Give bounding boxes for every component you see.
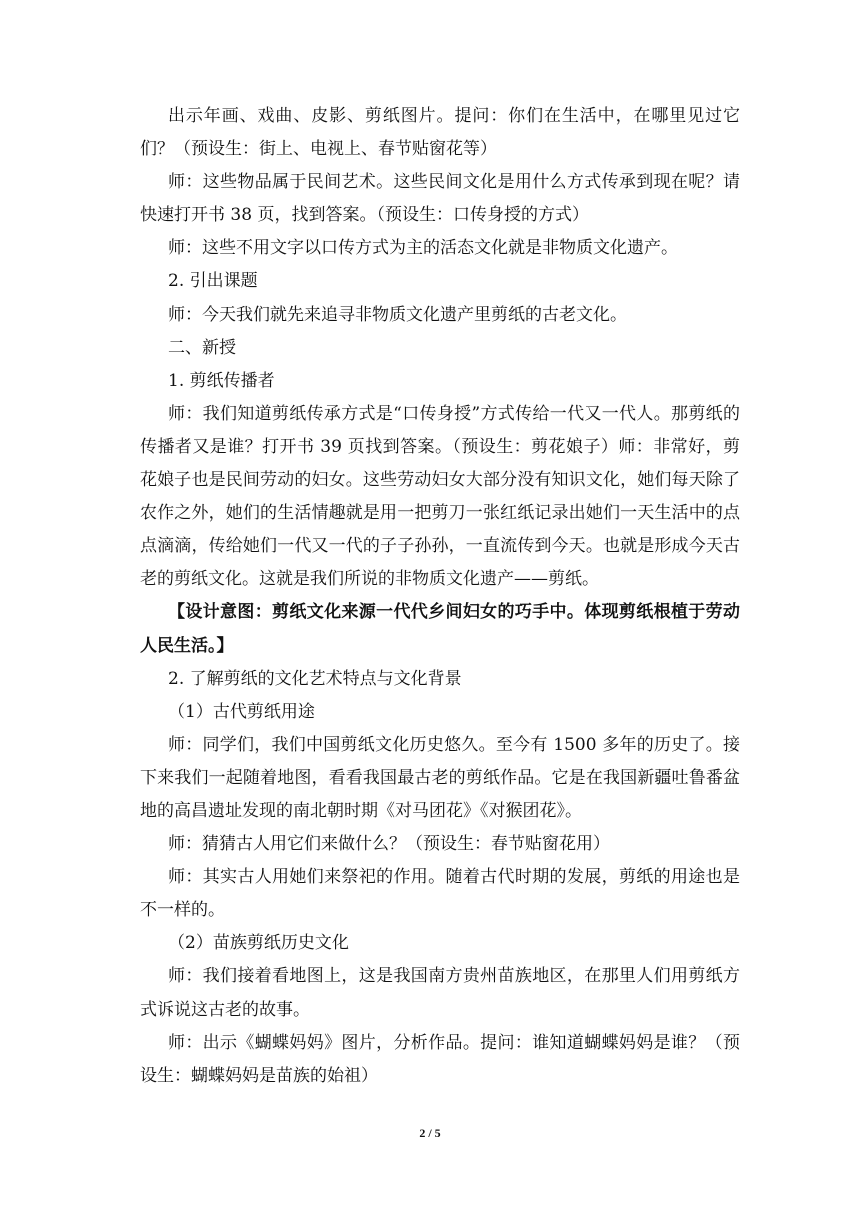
heading-new-lesson: 二、新授 [168,337,236,358]
heading-miao-papercut: （2）苗族剪纸历史文化 [168,933,349,954]
paragraph-butterfly-mother: 师：出示《蝴蝶妈妈》图片，分析作品。提问：谁知道蝴蝶妈妈是谁？（预设生：蝴蝶妈妈是苗族的始祖） [140,1032,740,1086]
paragraph-intangible-heritage: 师：这些不用文字以口传方式为主的活态文化就是非物质文化遗产。 [168,238,678,259]
paragraph-guess-use: 师：猜猜古人用它们来做什么？（预设生：春节贴窗花用） [168,834,610,855]
heading-ancient-uses: （1）古代剪纸用途 [168,701,315,722]
heading-papercut-spreader: 1. 剪纸传播者 [168,370,275,391]
paragraph-ritual-use: 师：其实古人用她们来祭祀的作用。随着古代时期的发展，剪纸的用途也是不一样的。 [140,867,740,921]
paragraph-history: 师：同学们，我们中国剪纸文化历史悠久。至今有 1500 多年的历史了。接下来我们一起随着地图，看看我国最古老的剪纸作品。它是在我国新疆吐鲁番盆地的高昌遗址发现的南北朝时期《对马团花》《对猴团花》。 [140,734,740,821]
paragraph-miao-region: 师：我们接着看地图上，这是我国南方贵州苗族地区，在那里人们用剪纸方式诉说这古老的故事。 [140,966,740,1020]
design-intent-note: 【设计意图：剪纸文化来源一代代乡间妇女的巧手中。体现剪纸根植于劳动人民生活。】 [140,602,740,656]
paragraph-spreader-detail: 师：我们知道剪纸传承方式是“口传身授”方式传给一代又一代人。那剪纸的传播者又是谁？打开书 39 页找到答案。（预设生：剪花娘子）师：非常好，剪花娘子也是民间劳动的妇女。这些劳动妇女大部分没有知识文化，她们每天除了农作之外，她们的生活情趣就是用一把剪刀一张红纸记录出她们一天生活中的点点滴滴，传给她们一代又一代的子子孙孙，一直流传到今天。也就是形成今天古老的剪纸文化。这就是我们所说的非物质文化遗产——剪纸。 [140,403,740,590]
heading-cultural-background: 2. 了解剪纸的文化艺术特点与文化背景 [168,668,462,689]
document-body [140,100,740,1093]
paragraph-folk-art: 师：这些物品属于民间艺术。这些民间文化是用什么方式传承到现在呢？请快速打开书 38 页，找到答案。（预设生：口传身授的方式） [140,172,740,226]
paragraph-topic: 师：今天我们就先来追寻非物质文化遗产里剪纸的古老文化。 [168,304,627,325]
paragraph-intro-images: 出示年画、戏曲、皮影、剪纸图片。提问：你们在生活中，在哪里见过它们？（预设生：街上、电视上、春节贴窗花等） [140,106,740,160]
heading-introduce-topic: 2. 引出课题 [168,271,258,292]
page-number: 2 / 5 [419,1126,441,1140]
